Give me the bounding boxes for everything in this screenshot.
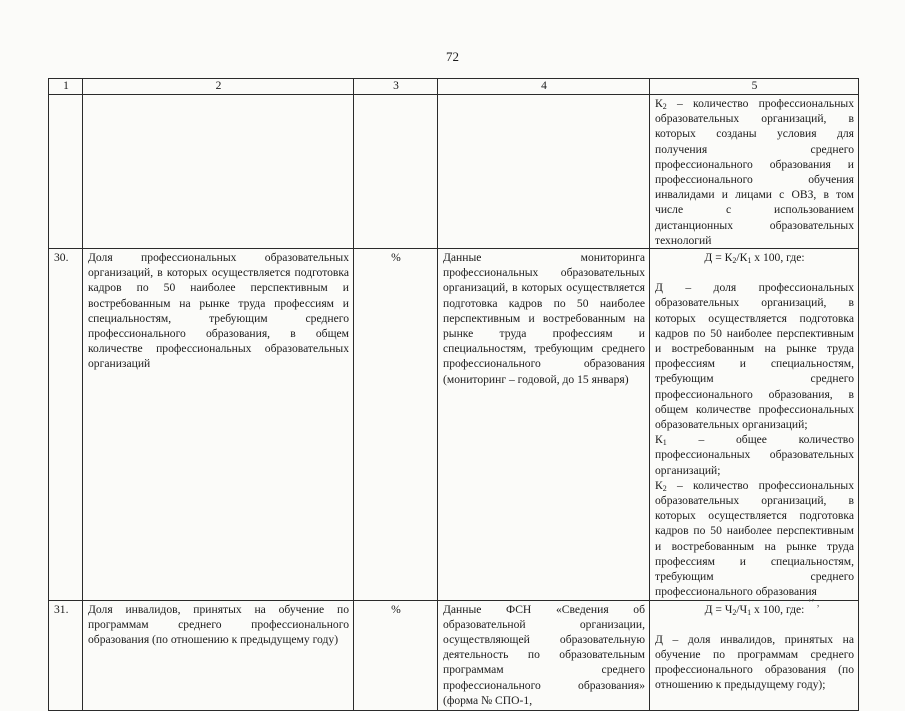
method-text: $К_1$ – общее количество профессиональных образовательных организаций; <box>655 433 854 477</box>
scan-mark: ‘’ ‚ <box>808 598 820 609</box>
unit: % <box>354 249 438 600</box>
column-header: 5 <box>650 79 859 95</box>
table-row <box>49 600 859 710</box>
row-number: 31. <box>49 600 83 710</box>
calculation-method <box>650 249 859 600</box>
calculation-method <box>650 95 859 249</box>
table-header-row <box>49 79 859 95</box>
unit: % <box>354 600 438 710</box>
table-row <box>49 95 859 249</box>
indicator-name: Доля инвалидов, принятых на обучение по программам среднего профессионального образования (по отношению к предыдущему году) <box>83 600 354 710</box>
method-text: $К_2$ – количество профессиональных образовательных организаций, в которых осуществляется подготовка кадров по 50 наиболее перспективным и востребованным на рынке труда профессиям и специальностям, требующим среднего профессионального образования <box>655 478 854 599</box>
unit <box>354 95 438 249</box>
indicator-name: Доля профессиональных образовательных организаций, в которых осуществляется подготовка кадров по 50 наиболее перспективным и востребованным на рынке труда профессиям и специальностям, требующим среднего профессионального образования, в общем количестве профессиональных образовательных организаций <box>83 249 354 600</box>
row-number: 30. <box>49 249 83 600</box>
column-header: 3 <box>354 79 438 95</box>
data-source: Данные ФСН «Сведения об образовательной организации, осуществляющей образовательную деятельность по образовательным программам среднего профессионального образования» (форма № СПО-1, <box>438 600 650 710</box>
row-number <box>49 95 83 249</box>
column-header: 2 <box>83 79 354 95</box>
formula: $Д = К_2/К_1$ х 100, где: <box>704 251 805 266</box>
calculation-method <box>650 600 859 710</box>
page-number: 72 <box>446 49 459 64</box>
data-source <box>438 95 650 249</box>
indicator-name <box>83 95 354 249</box>
column-header: 1 <box>49 79 83 95</box>
column-header: 4 <box>438 79 650 95</box>
method-text: Д – доля профессиональных образовательных организаций, в которых осуществляется подготовка кадров по 50 наиболее перспективным и востребованным на рынке труда профессиям и специальностям, требующим среднего профессионального образования, в общем количестве профессиональных образовательных организаций; <box>655 281 854 432</box>
method-text: Д – доля инвалидов, принятых на обучение по программам среднего профессионального образования (по отношению к предыдущему году); <box>655 632 854 692</box>
method-text: $К_2$ – количество профессиональных образовательных организаций, в которых созданы условия для получения среднего профессионального образования и профессионального обучения инвалидами и лицами с ОВЗ, в том числе с использованием дистанционных образовательных технологий <box>655 97 854 247</box>
formula: $Д = Ч_2/Ч_1$ х 100, где: <box>704 602 805 617</box>
table-row <box>49 249 859 600</box>
data-source: Данные мониторинга профессиональных образовательных организаций, в которых осуществляется подготовка кадров по 50 наиболее перспективным и востребованным на рынке труда профессиям и специальностям, требующим среднего профессионального образования (мониторинг – годовой, до 15 января) <box>438 249 650 600</box>
indicator-table <box>48 78 859 711</box>
